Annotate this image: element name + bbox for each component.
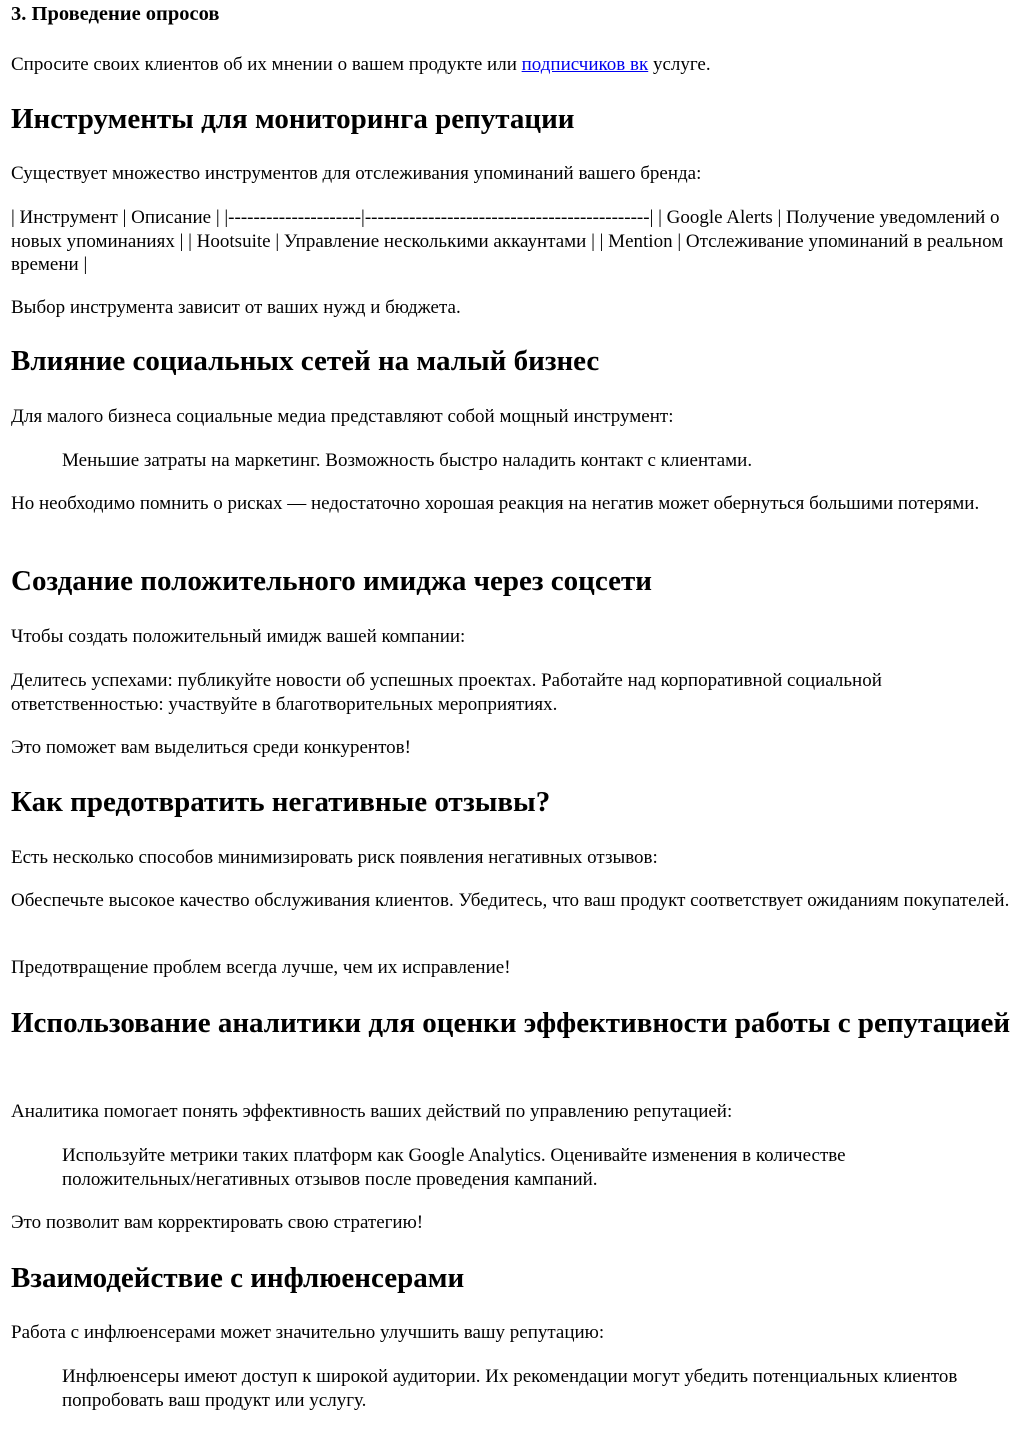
influencers-heading: Взаимодействие с инфлюенсерами (11, 1262, 465, 1294)
image-outro: Это поможет вам выделиться среди конкурентов! (11, 737, 411, 758)
social-quote: Меньшие затраты на маркетинг. Возможность быстро наладить контакт с клиентами. (62, 450, 753, 471)
analytics-quote: Используйте метрики таких платформ как Google Analytics. Оценивайте изменения в количестве положительных/негативных отзывов после проведения кампаний. (62, 1145, 846, 1190)
subscribers-vk-link[interactable]: подписчиков вк (521, 54, 649, 75)
analytics-outro: Это позволит вам корректировать свою стратегию! (11, 1212, 424, 1233)
negative-outro: Предотвращение проблем всегда лучше, чем их исправление! (11, 957, 511, 978)
surveys-heading: 3. Проведение опросов (11, 3, 220, 25)
influencers-quote: Инфлюенсеры имеют доступ к широкой аудитории. Их рекомендации могут убедить потенциальных клиентов попробовать ваш продукт или услугу. (62, 1366, 958, 1411)
social-intro: Для малого бизнеса социальные медиа представляют собой мощный инструмент: (11, 406, 674, 427)
negative-intro: Есть несколько способов минимизировать риск появления негативных отзывов: (11, 847, 658, 868)
image-body: Делитесь успехами: публикуйте новости об успешных проектах. Работайте над корпоративной социальной ответственностью: участвуйте в благотворительных мероприятиях. (11, 670, 882, 715)
social-outro: Но необходимо помнить о рисках — недостаточно хорошая реакция на негатив может обернуться большими потерями. (11, 493, 980, 514)
surveys-text-after-link: услуге. (648, 54, 711, 75)
influencers-intro: Работа с инфлюенсерами может значительно улучшить вашу репутацию: (11, 1322, 605, 1343)
analytics-intro: Аналитика помогает понять эффективность ваших действий по управлению репутацией: (11, 1101, 733, 1122)
surveys-text-before-link: Спросите своих клиентов об их мнении о вашем продукте или (11, 54, 522, 75)
image-heading: Создание положительного имиджа через соцсети (11, 565, 652, 597)
tools-outro: Выбор инструмента зависит от ваших нужд и бюджета. (11, 297, 461, 318)
tools-heading: Инструменты для мониторинга репутации (11, 103, 575, 135)
tools-intro: Существует множество инструментов для отслеживания упоминаний вашего бренда: (11, 163, 702, 184)
negative-body: Обеспечьте высокое качество обслуживания клиентов. Убедитесь, что ваш продукт соответствует ожиданиям покупателей. (11, 890, 1010, 911)
social-heading: Влияние социальных сетей на малый бизнес (11, 345, 600, 377)
negative-heading: Как предотвратить негативные отзывы? (11, 786, 551, 818)
surveys-paragraph (11, 53, 1011, 77)
analytics-heading: Использование аналитики для оценки эффективности работы с репутацией (11, 1007, 1011, 1039)
tools-table-raw: | Инструмент | Описание | |---------------------|---------------------------------------------| | Google Alerts | Получение уведомлений о новых упоминаниях | | Hootsuite | Управление несколькими аккаунтами | | Mention | Отслеживание упоминаний в реальном времени | (11, 207, 1004, 275)
image-intro: Чтобы создать положительный имидж вашей компании: (11, 626, 466, 647)
